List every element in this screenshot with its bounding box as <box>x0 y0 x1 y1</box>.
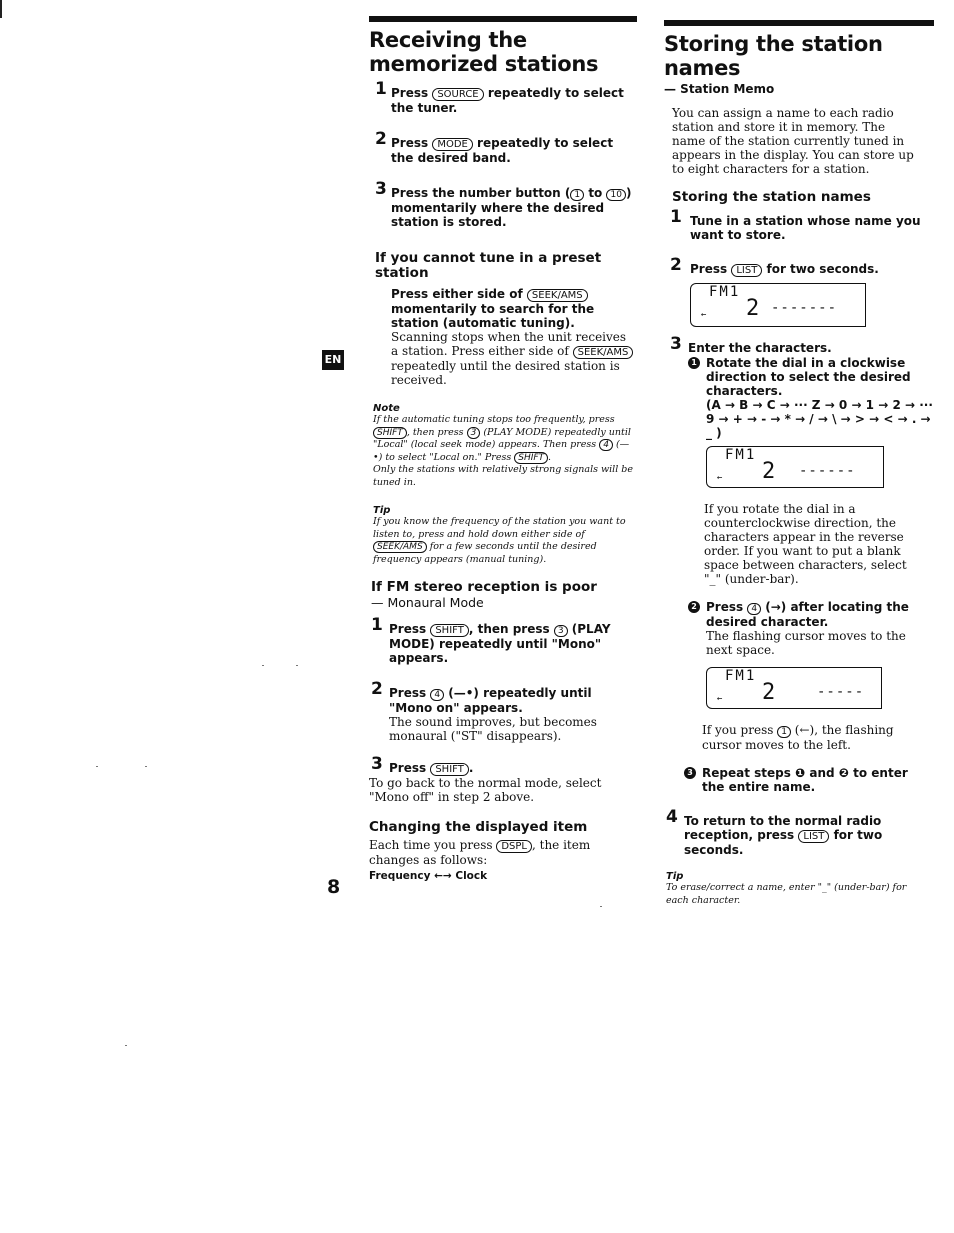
step-number: 1 <box>375 79 387 99</box>
scan-speck <box>125 1045 127 1046</box>
step-text: Press <box>389 761 427 775</box>
step-circle-icon: 2 <box>688 601 700 613</box>
step-text: Press the number button ( <box>391 186 571 200</box>
lcd-arrow-icon: ← <box>717 694 723 704</box>
seek-ams-key: SEEK/AMS <box>573 346 634 359</box>
title-rule <box>369 16 637 22</box>
button-1-key: 1 <box>570 189 584 201</box>
scan-speck <box>296 665 298 666</box>
lcd-display-3 <box>706 667 882 709</box>
shift-key: SHIFT <box>430 624 469 637</box>
mono-step-2 <box>369 679 637 743</box>
note-text: If the automatic tuning stops too frequently, press <box>373 414 615 425</box>
step-1 <box>369 79 637 115</box>
step-text: repeatedly to select the tuner. <box>391 86 624 115</box>
back-text-part: If you press <box>702 723 774 737</box>
sub-heading: Storing the station names <box>672 189 871 205</box>
lcd-display-2 <box>706 446 884 488</box>
step-text: To return to the normal radio reception, press <box>684 814 882 842</box>
ccw-text: If you rotate the dial in a counterclockwise direction, the characters appear in the reverse order. If you want to put a blank space between characters, select "_" (under-bar). <box>704 502 907 586</box>
scan-speck <box>600 906 602 907</box>
step-number: 3 <box>670 334 682 354</box>
step-text: ) momentarily where the desired station is stored. <box>391 186 632 229</box>
step-text: . <box>468 761 474 775</box>
right-tip-block <box>664 871 934 907</box>
shift-key: SHIFT <box>430 763 469 776</box>
step-circle-icon: 3 <box>684 767 696 779</box>
key-3: 3 <box>554 625 568 637</box>
step-text: Press <box>391 136 429 150</box>
right-column <box>664 20 934 907</box>
step-text: Press <box>391 86 429 100</box>
step-2 <box>369 129 637 165</box>
mono-subtitle: — Monaural Mode <box>371 595 484 610</box>
lcd-band: FM1 <box>725 668 757 684</box>
note-text: , then press <box>406 426 464 438</box>
step-number: 2 <box>375 129 387 149</box>
section-title: Storing the station names <box>664 32 883 80</box>
character-sequence: (A → B → C → ··· Z → 0 → 1 → 2 → ··· 9 → + → - → * → / → \ → > → < → . → _ ) <box>706 398 933 440</box>
note-text: (PLAY MODE) repeatedly until "Local" (local seek mode) appears. Then press <box>373 426 631 450</box>
key-3: 3 <box>467 427 481 439</box>
step-text: , then press <box>468 622 550 636</box>
lcd-band: FM1 <box>709 284 741 300</box>
tip-block <box>369 505 637 566</box>
back-text <box>702 723 932 752</box>
scan-speck <box>262 665 264 666</box>
step-text: (PLAY MODE) repeatedly until "Mono" appears. <box>389 622 611 665</box>
preset-body-text: repeatedly until the desired station is received. <box>391 359 620 387</box>
source-key: SOURCE <box>432 88 483 101</box>
step-text: Press <box>389 686 427 700</box>
section-subtitle: — Station Memo <box>664 82 775 96</box>
page-number: 8 <box>327 876 341 898</box>
display-body <box>369 838 637 867</box>
page-edge-mark <box>0 0 2 18</box>
tip-label: Tip <box>666 871 684 882</box>
substep-1 <box>688 356 934 440</box>
step-body: The sound improves, but becomes monaural ("ST" disappears). <box>389 715 597 743</box>
display-heading: Changing the displayed item <box>369 819 588 835</box>
seek-ams-key: SEEK/AMS <box>373 541 427 553</box>
note-text: . <box>548 451 552 463</box>
lcd-display-1 <box>690 283 866 327</box>
preset-bold-text: momentarily to search for the station (automatic tuning). <box>391 302 595 330</box>
substep-text: Repeat steps ❶ and ❷ to enter the entire name. <box>702 766 908 794</box>
tip-text: for a few seconds until the desired frequency appears (manual tuning). <box>373 541 597 565</box>
dspl-key: DSPL <box>496 840 532 853</box>
list-key: LIST <box>798 830 829 843</box>
step-text: (—•) repeatedly until "Mono on" appears. <box>389 686 592 715</box>
note-block <box>369 403 637 489</box>
step-number: 1 <box>371 615 383 635</box>
lcd-dashes: ------ <box>799 463 856 479</box>
note-text: (—•) to select "Local on." Press <box>373 439 630 463</box>
left-column <box>369 16 637 882</box>
lcd-arrow-icon: ← <box>701 310 707 320</box>
tip-label: Tip <box>373 505 391 516</box>
note-text-2: Only the stations with relatively strong signals will be tuned in. <box>373 464 633 488</box>
step-3 <box>369 179 637 229</box>
display-cycle: Frequency ←→ Clock <box>369 870 488 882</box>
tip-text: To erase/correct a name, enter "_" (under-bar) for each character. <box>666 882 907 906</box>
lcd-arrow-icon: ← <box>717 473 723 483</box>
shift-key: SHIFT <box>514 452 548 464</box>
section-title: Receiving the memorized stations <box>369 28 599 76</box>
button-10-key: 10 <box>606 189 625 201</box>
step-number: 4 <box>666 807 678 827</box>
substep-text: (→) after locating the desired character. <box>706 600 909 629</box>
name-step-4 <box>664 807 934 857</box>
step-number: 2 <box>371 679 383 699</box>
lcd-dashes: ----- <box>817 684 865 700</box>
preset-heading: If you cannot tune in a preset station <box>375 250 602 281</box>
scan-speck <box>145 766 147 767</box>
name-step-3 <box>664 334 934 355</box>
key-4: 4 <box>430 689 444 701</box>
mono-step-3-body: To go back to the normal mode, select "Mono off" in step 2 above. <box>369 776 602 804</box>
mono-heading: If FM stereo reception is poor <box>371 579 597 595</box>
preset-bold-text: Press either side of <box>391 287 523 301</box>
lcd-character: 2 <box>746 296 760 321</box>
step-number: 3 <box>375 179 387 199</box>
intro-text: You can assign a name to each radio station and store it in memory. The name of the station currently tuned in appears in the display. You can store up to eight characters for a station. <box>672 106 914 176</box>
back-text-part: (←), the flashing cursor moves to the left. <box>702 723 894 752</box>
step-text: to <box>588 186 603 200</box>
key-4: 4 <box>599 439 613 451</box>
step-text: Press <box>690 262 728 276</box>
name-step-2 <box>664 255 934 277</box>
substep-3 <box>684 766 934 794</box>
step-number: 1 <box>670 207 682 227</box>
scan-speck <box>96 766 98 767</box>
substep-text: Press <box>706 600 744 614</box>
list-key: LIST <box>731 264 762 277</box>
step-circle-icon: 1 <box>688 357 700 369</box>
display-text: , the item changes as follows: <box>369 838 591 867</box>
step-text: Tune in a station whose name you want to store. <box>690 214 921 242</box>
step-text: Press <box>389 622 427 636</box>
seek-ams-key: SEEK/AMS <box>527 289 588 302</box>
step-text: for two seconds. <box>684 828 883 857</box>
step-number: 3 <box>371 754 383 774</box>
step-number: 2 <box>670 255 682 275</box>
name-step-1 <box>664 207 934 242</box>
mono-step-3 <box>369 754 637 776</box>
step-text: for two seconds. <box>766 262 879 276</box>
preset-body-text: Scanning stops when the unit receives a station. Press either side of <box>391 330 627 358</box>
shift-key: SHIFT <box>373 427 407 439</box>
title-rule <box>664 20 934 26</box>
tip-text: If you know the frequency of the station you want to listen to, press and hold down either side of <box>373 516 626 540</box>
note-label: Note <box>373 403 400 414</box>
substep-text: Rotate the dial in a clockwise direction to select the desired characters. <box>706 356 911 398</box>
language-badge: EN <box>322 350 344 370</box>
mono-step-1 <box>369 615 637 665</box>
lcd-dashes: ------- <box>771 300 838 316</box>
lcd-character: 2 <box>762 680 776 705</box>
lcd-character: 2 <box>762 459 776 484</box>
lcd-band: FM1 <box>725 447 757 463</box>
key-4: 4 <box>747 603 761 615</box>
preset-block <box>369 287 637 387</box>
display-text: Each time you press <box>369 838 493 852</box>
step-text: Enter the characters. <box>688 341 832 355</box>
substep-2 <box>688 600 934 657</box>
key-1: 1 <box>777 726 791 738</box>
substep-body: The flashing cursor moves to the next space. <box>706 629 906 657</box>
mode-key: MODE <box>432 138 473 151</box>
step-text: repeatedly to select the desired band. <box>391 136 614 165</box>
